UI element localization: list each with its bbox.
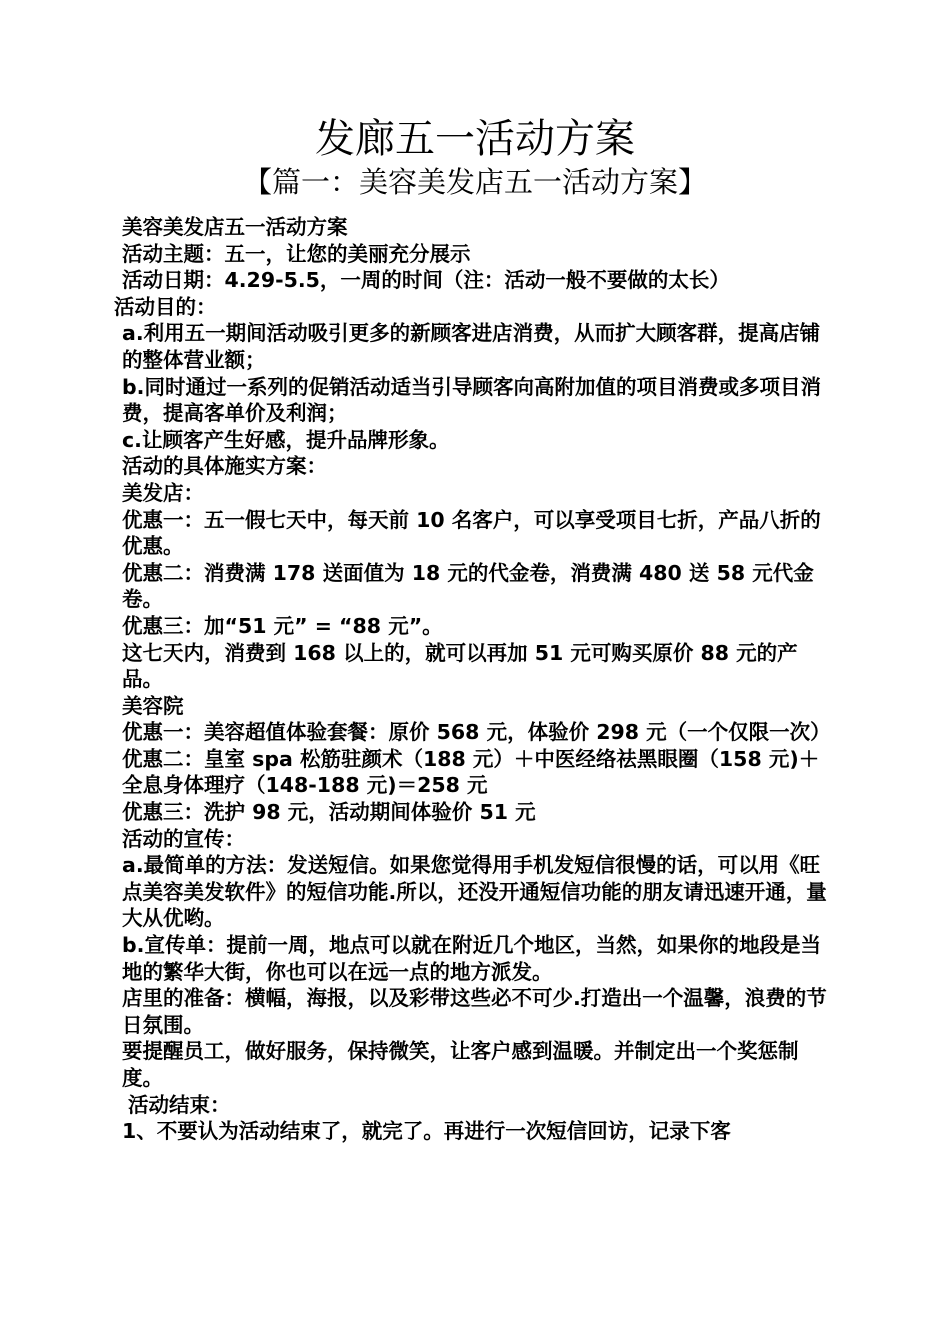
paragraph-beauty-offer-3: 优惠三：洗护 98 元，活动期间体验价 51 元 — [122, 800, 536, 825]
paragraph-end-1: 1、不要认为活动结束了，就完了。再进行一次短信回访，记录下客 — [122, 1119, 731, 1144]
paragraph-staff-reminder: 要提醒员工，做好服务，保持微笑，让客户感到温暖。并制定出一个奖惩制度。 — [122, 1039, 799, 1090]
paragraph-date: 活动日期：4.29-5.5，一周的时间（注：活动一般不要做的太长） — [122, 268, 730, 293]
document-title: 发廊五一活动方案 — [315, 116, 635, 162]
paragraph-end-label: 活动结束： — [128, 1092, 231, 1117]
paragraph-beauty-offer-2: 优惠二：皇室 spa 松筋驻颜术（188 元）＋中医经络祛黑眼圈（158 元)＋全息身体理疗（148-188 元)＝258 元 — [122, 746, 820, 798]
document-body — [114, 214, 834, 1145]
paragraph-purpose-c: c.让顾客产生好感，提升品牌形象。 — [122, 427, 450, 452]
paragraph-salon-offer-1: 优惠一：五一假七天中，每天前 10 名客户，可以享受项目七折，产品八折的优惠。 — [122, 507, 821, 559]
paragraph-plan-label: 活动的具体施实方案： — [122, 454, 327, 479]
paragraph-purpose-label: 活动目的： — [114, 294, 217, 319]
paragraph-beauty-offer-1: 优惠一：美容超值体验套餐：原价 568 元，体验价 298 元（一个仅限一次） — [122, 720, 831, 745]
paragraph-purpose-b: b.同时通过一系列的促销活动适当引导顾客向高附加值的项目消费或多项目消费，提高客单价及利润； — [122, 374, 821, 426]
document-subtitle: 【篇一：美容美发店五一活动方案】 — [242, 165, 707, 199]
paragraph-theme: 活动主题：五一，让您的美丽充分展示 — [122, 241, 471, 266]
paragraph-promotion-b: b.宣传单：提前一周，地点可以就在附近几个地区，当然，如果你的地段是当地的繁华大街，你也可以在远一点的地方派发。 — [122, 933, 821, 984]
paragraph-promotion-a: a.最简单的方法：发送短信。如果您觉得用手机发短信很慢的话，可以用《旺点美容美发软件》的短信功能.所以，还没开通短信功能的朋友请迅速开通，量大从优哟。 — [122, 853, 827, 931]
paragraph-beauty-label: 美容院 — [122, 693, 184, 718]
paragraph-salon-offer-3-detail: 这七天内，消费到 168 以上的，就可以再加 51 元可购买原价 88 元的产品。 — [122, 640, 798, 692]
paragraph-salon-label: 美发店： — [122, 480, 204, 505]
paragraph-heading: 美容美发店五一活动方案 — [122, 215, 348, 239]
paragraph-promotion-label: 活动的宣传： — [122, 826, 245, 851]
paragraph-purpose-a: a.利用五一期间活动吸引更多的新顾客进店消费，从而扩大顾客群，提高店铺的整体营业额； — [122, 321, 821, 372]
paragraph-salon-offer-3: 优惠三：加“51 元” = “88 元”。 — [122, 613, 443, 638]
paragraph-store-prep: 店里的准备：横幅，海报，以及彩带这些必不可少.打造出一个温馨，浪费的节日氛围。 — [122, 986, 827, 1037]
paragraph-salon-offer-2: 优惠二：消费满 178 送面值为 18 元的代金卷，消费满 480 送 58 元代金卷。 — [122, 560, 814, 612]
